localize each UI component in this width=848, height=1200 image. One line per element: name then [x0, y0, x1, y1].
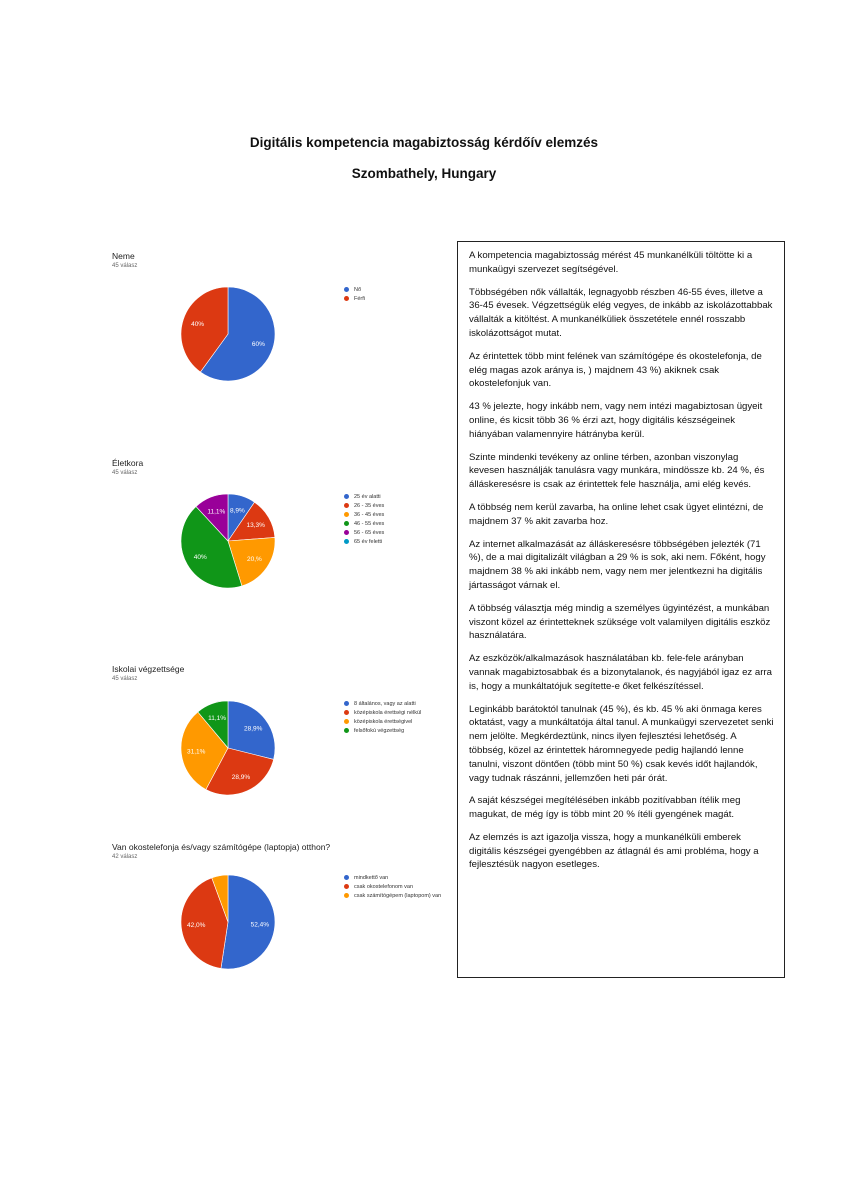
analysis-paragraph: A többség választja még mindig a személyes ügyintézést, a munkában viszont közel az érintetteknek szüksége volt valamilyen digitális eszköz használatára.	[469, 602, 771, 642]
analysis-paragraph: 43 % jelezte, hogy inkább nem, vagy nem intézi magabiztosan ügyeit online, és kicsit több 36 % érzi azt, hogy digitális készségeinek hiányában valamennyire hátrányba kerül.	[469, 401, 763, 440]
legend-label: csak okostelefonom van	[354, 883, 414, 890]
legend-swatch	[344, 296, 349, 301]
chart-iskolai	[112, 664, 452, 682]
analysis-paragraph: Az internet alkalmazását az álláskeresésre többségében jelezték (71 %), de a mai digitalizált világban a 29 % is sok, aki nem. Főként, hogy majdnem 38 % aki inkább nem, vagy nem mer jelentkezni ha digitális jártasságot várnak el.	[469, 538, 766, 591]
pie-chart-neme	[178, 284, 278, 384]
legend-item	[344, 294, 365, 303]
legend-label: középiskola érettségi nélkül	[354, 709, 422, 716]
legend-label: 25 év alatti	[354, 493, 381, 500]
legend-swatch	[344, 287, 349, 292]
legend-swatch	[344, 719, 349, 724]
legend-swatch	[344, 494, 349, 499]
pie-slice-label: 20,%	[247, 555, 262, 563]
legend-item	[344, 492, 384, 501]
legend-swatch	[344, 710, 349, 715]
chart-okostelefon	[112, 842, 452, 860]
legend-label: 8 általános, vagy az alatti	[354, 700, 416, 707]
legend-swatch	[344, 521, 349, 526]
legend-eletkora	[344, 492, 384, 546]
legend-iskolai	[344, 699, 421, 735]
legend-label: középiskola érettségivel	[354, 718, 413, 725]
legend-swatch	[344, 503, 349, 508]
legend-item	[344, 873, 441, 882]
legend-item	[344, 501, 384, 510]
legend-swatch	[344, 530, 349, 535]
legend-label: 26 - 35 éves	[354, 502, 385, 509]
chart-response-count: 45 válasz	[112, 676, 138, 682]
pie-slice-label: 13,3%	[246, 522, 265, 530]
legend-item	[344, 510, 384, 519]
legend-item	[344, 519, 384, 528]
legend-swatch	[344, 512, 349, 517]
analysis-paragraph: Leginkább barátoktól tanulnak (45 %), és kb. 45 % aki önmaga keres oktatást, vagy a munkáltatója által tanul. A munkaügyi szervezetet senki nem jelölte. Megkérdeztünk, nincs ilyen fejlesztési lehetőség. A többség, közel az érintettek háromnegyede pedig hajlandó lenne tanulni, viszont döntően (több mint 50 %) csak kevés időt hajlandók, vagy tudnak rászánni, jellemzően heti pár órát.	[469, 703, 774, 784]
pie-chart-okostelefon	[178, 872, 278, 972]
legend-swatch	[344, 884, 349, 889]
legend-label: csak számítógépem (laptopom) van	[354, 892, 442, 899]
pie-slice-label: 42,0%	[186, 922, 206, 930]
legend-label: 65 év feletti	[354, 538, 383, 545]
pie-chart-iskolai	[178, 698, 278, 798]
legend-swatch	[344, 539, 349, 544]
legend-okostelefon	[344, 873, 441, 900]
legend-item	[344, 708, 421, 717]
pie-slice-label: 52,4%	[250, 921, 270, 929]
legend-item	[344, 891, 441, 900]
legend-label: mindkettő van	[354, 874, 389, 881]
analysis-paragraph: Az elemzés is azt igazolja vissza, hogy a munkanélküli emberek digitális készségei gyengébben az átlagnál és ami probléma, hogy a fejlesztésük nagyon esetleges.	[469, 831, 759, 871]
legend-item	[344, 699, 421, 708]
chart-title: Neme	[112, 251, 135, 261]
analysis-paragraph: Szinte mindenki tevékeny az online térben, azonban viszonylag kevesen használják tanulásra vagy munkára, mindössze kb. 24 %, és álláskeresésre is csak az érintettek fele használja, ami elég kevés.	[469, 451, 765, 491]
legend-swatch	[344, 893, 349, 898]
legend-item	[344, 726, 421, 735]
legend-label: 36 - 45 éves	[354, 511, 385, 518]
chart-response-count: 45 válasz	[112, 470, 138, 476]
pie-slice-label: 40%	[191, 321, 205, 329]
document-title: Digitális kompetencia magabiztosság kérdőív elemzés	[249, 135, 599, 150]
chart-title: Életkora	[112, 458, 144, 468]
pie-slice-label: 11,1%	[208, 714, 227, 722]
legend-item	[344, 717, 421, 726]
legend-swatch	[344, 701, 349, 706]
legend-swatch	[344, 728, 349, 733]
legend-swatch	[344, 875, 349, 880]
legend-label: felsőfokú végzettség	[354, 727, 405, 734]
chart-neme	[112, 251, 452, 269]
legend-item	[344, 882, 441, 891]
chart-response-count: 42 válasz	[112, 854, 138, 860]
legend-label: 46 - 55 éves	[354, 520, 385, 527]
pie-slice-label: 31,1%	[186, 748, 206, 756]
document-subtitle: Szombathely, Hungary	[351, 166, 497, 181]
pie-slice-label: 8,9%	[230, 507, 245, 515]
analysis-paragraph: A saját készségei megítélésében inkább pozitívabban ítélik meg magukat, de még így is több mint 20 % ítéli gyengének magát.	[469, 795, 741, 821]
legend-label: Férfi	[354, 295, 365, 302]
pie-chart-eletkora	[178, 491, 278, 591]
chart-title: Van okostelefonja és/vagy számítógépe (laptopja) otthon?	[112, 842, 331, 852]
analysis-text-box	[457, 241, 785, 978]
legend-item	[344, 528, 384, 537]
pie-slice-label: 60%	[251, 340, 265, 348]
legend-item	[344, 285, 365, 294]
analysis-paragraph: A kompetencia magabiztosság mérést 45 munkanélküli töltötte ki a munkaügyi szervezet segítségével.	[469, 250, 753, 275]
analysis-paragraph: Az eszközök/alkalmazások használatában kb. fele-fele arányban vannak magabiztosabbak és a bizonytalanok, és nagyjából igaz ez arra is, hogy a munkáltatójuk segítette-e őket felkészítéssel.	[469, 653, 772, 692]
legend-label: 56 - 65 éves	[354, 529, 385, 536]
legend-neme	[344, 285, 365, 303]
legend-label: Nő	[354, 286, 362, 293]
pie-slice-label: 28,9%	[243, 725, 263, 733]
pie-slice-label: 11,1%	[207, 508, 226, 516]
legend-item	[344, 537, 384, 546]
chart-response-count: 45 válasz	[112, 263, 138, 269]
chart-eletkora	[112, 458, 452, 476]
chart-title: Iskolai végzettsége	[112, 664, 185, 674]
analysis-paragraph: Az érintettek több mint felének van számítógépe és okostelefonja, de elég magas azok aránya is, ) majdnem 43 %) akiknek csak okostelefonjuk van.	[469, 350, 762, 390]
pie-slice-label: 28,9%	[231, 774, 251, 782]
pie-slice-label: 40%	[193, 553, 207, 561]
analysis-paragraph: Többségében nők vállalták, legnagyobb részben 46-55 éves, illetve a 36-45 évesek. Végzettségük elég vegyes, de inkább az iskolázottabbak vállalták a kitöltést. A munkanélküliek összetétele ennél rosszabb iskolázottságot mutat.	[469, 286, 773, 339]
analysis-paragraph: A többség nem kerül zavarba, ha online lehet csak ügyet elintézni, de majdnem 37 % akit zavarba hoz.	[469, 501, 764, 527]
